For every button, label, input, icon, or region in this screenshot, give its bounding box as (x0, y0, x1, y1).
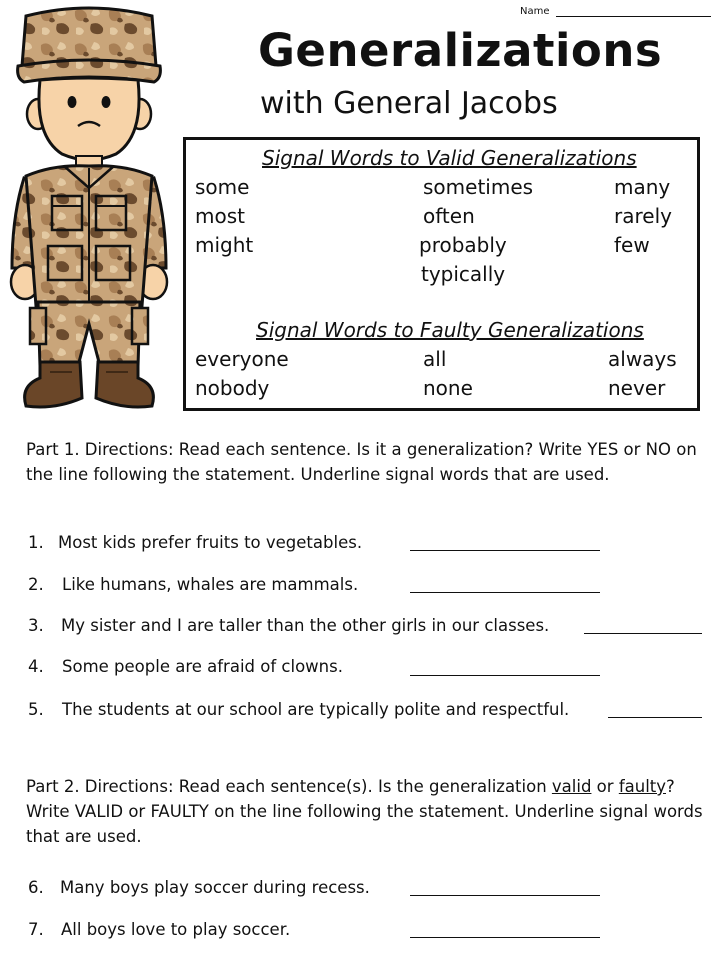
part2-directions-text: ? Write VALID or FAULTY on the line following the statement. Underline signal words that are used. (26, 777, 703, 846)
faulty-word: always (608, 347, 677, 371)
signal-words-box (183, 137, 700, 411)
valid-word: many (614, 175, 671, 199)
answer-blank-7[interactable] (410, 937, 600, 938)
right-boot (96, 362, 153, 407)
valid-word: some (195, 175, 250, 199)
answer-blank-3[interactable] (584, 633, 702, 634)
valid-word-underlined: valid (551, 777, 592, 796)
question-2 (28, 575, 358, 594)
question-text: Like humans, whales are mammals. (62, 575, 359, 594)
valid-heading: Signal Words to Valid Generalizations (262, 146, 637, 170)
valid-word: most (195, 204, 245, 228)
face (39, 78, 139, 160)
question-text: All boys love to play soccer. (61, 920, 291, 939)
valid-word: often (423, 204, 475, 228)
question-3 (28, 616, 549, 635)
answer-blank-1[interactable] (410, 550, 600, 551)
pants (38, 302, 140, 366)
faulty-word-underlined: faulty (618, 777, 667, 796)
page-subtitle: with General Jacobs (260, 86, 558, 121)
part1-directions: Part 1. Directions: Read each sentence. Is it a generalization? Write YES or NO on the line following the statement. Underline signal words that are used. (26, 440, 697, 484)
question-text: The students at our school are typically polite and respectful. (62, 700, 570, 719)
question-text: Most kids prefer fruits to vegetables. (58, 533, 363, 552)
question-number: 1. (28, 533, 44, 552)
page-title: Generalizations (258, 24, 663, 77)
valid-word: typically (421, 262, 506, 286)
part2-directions-text: Part 2. Directions: Read each sentence(s). Is the generalization (26, 777, 552, 796)
name-blank[interactable] (556, 6, 711, 17)
question-number: 5. (28, 700, 44, 719)
question-text: Many boys play soccer during recess. (60, 878, 370, 897)
name-field[interactable] (520, 6, 711, 17)
part2-directions (26, 774, 710, 849)
question-1 (28, 533, 362, 552)
question-text: Some people are afraid of clowns. (62, 657, 343, 676)
valid-word: few (614, 233, 650, 257)
answer-blank-5[interactable] (608, 717, 702, 718)
question-number: 3. (28, 616, 44, 635)
question-6 (28, 878, 370, 897)
valid-word: probably (419, 233, 507, 257)
question-number: 6. (28, 878, 44, 897)
part2-directions-text: or (591, 777, 619, 796)
question-5 (28, 700, 569, 719)
faulty-word: none (423, 376, 473, 400)
left-boot (25, 362, 82, 407)
faulty-word: everyone (195, 347, 289, 371)
valid-word: rarely (614, 204, 672, 228)
valid-word: sometimes (423, 175, 534, 199)
faulty-heading: Signal Words to Faulty Generalizations (256, 318, 644, 342)
question-4 (28, 657, 343, 676)
question-number: 2. (28, 575, 44, 594)
question-text: My sister and I are taller than the other girls in our classes. (61, 616, 550, 635)
answer-blank-6[interactable] (410, 895, 600, 896)
question-number: 7. (28, 920, 44, 939)
soldier-illustration (4, 6, 174, 416)
faulty-word: all (423, 347, 447, 371)
name-label: Name (520, 6, 550, 17)
faulty-word: nobody (195, 376, 270, 400)
answer-blank-4[interactable] (410, 675, 600, 676)
question-number: 4. (28, 657, 44, 676)
cap (22, 8, 156, 66)
valid-word: might (195, 233, 254, 257)
faulty-word: never (608, 376, 666, 400)
question-7 (28, 920, 290, 939)
answer-blank-2[interactable] (410, 592, 600, 593)
